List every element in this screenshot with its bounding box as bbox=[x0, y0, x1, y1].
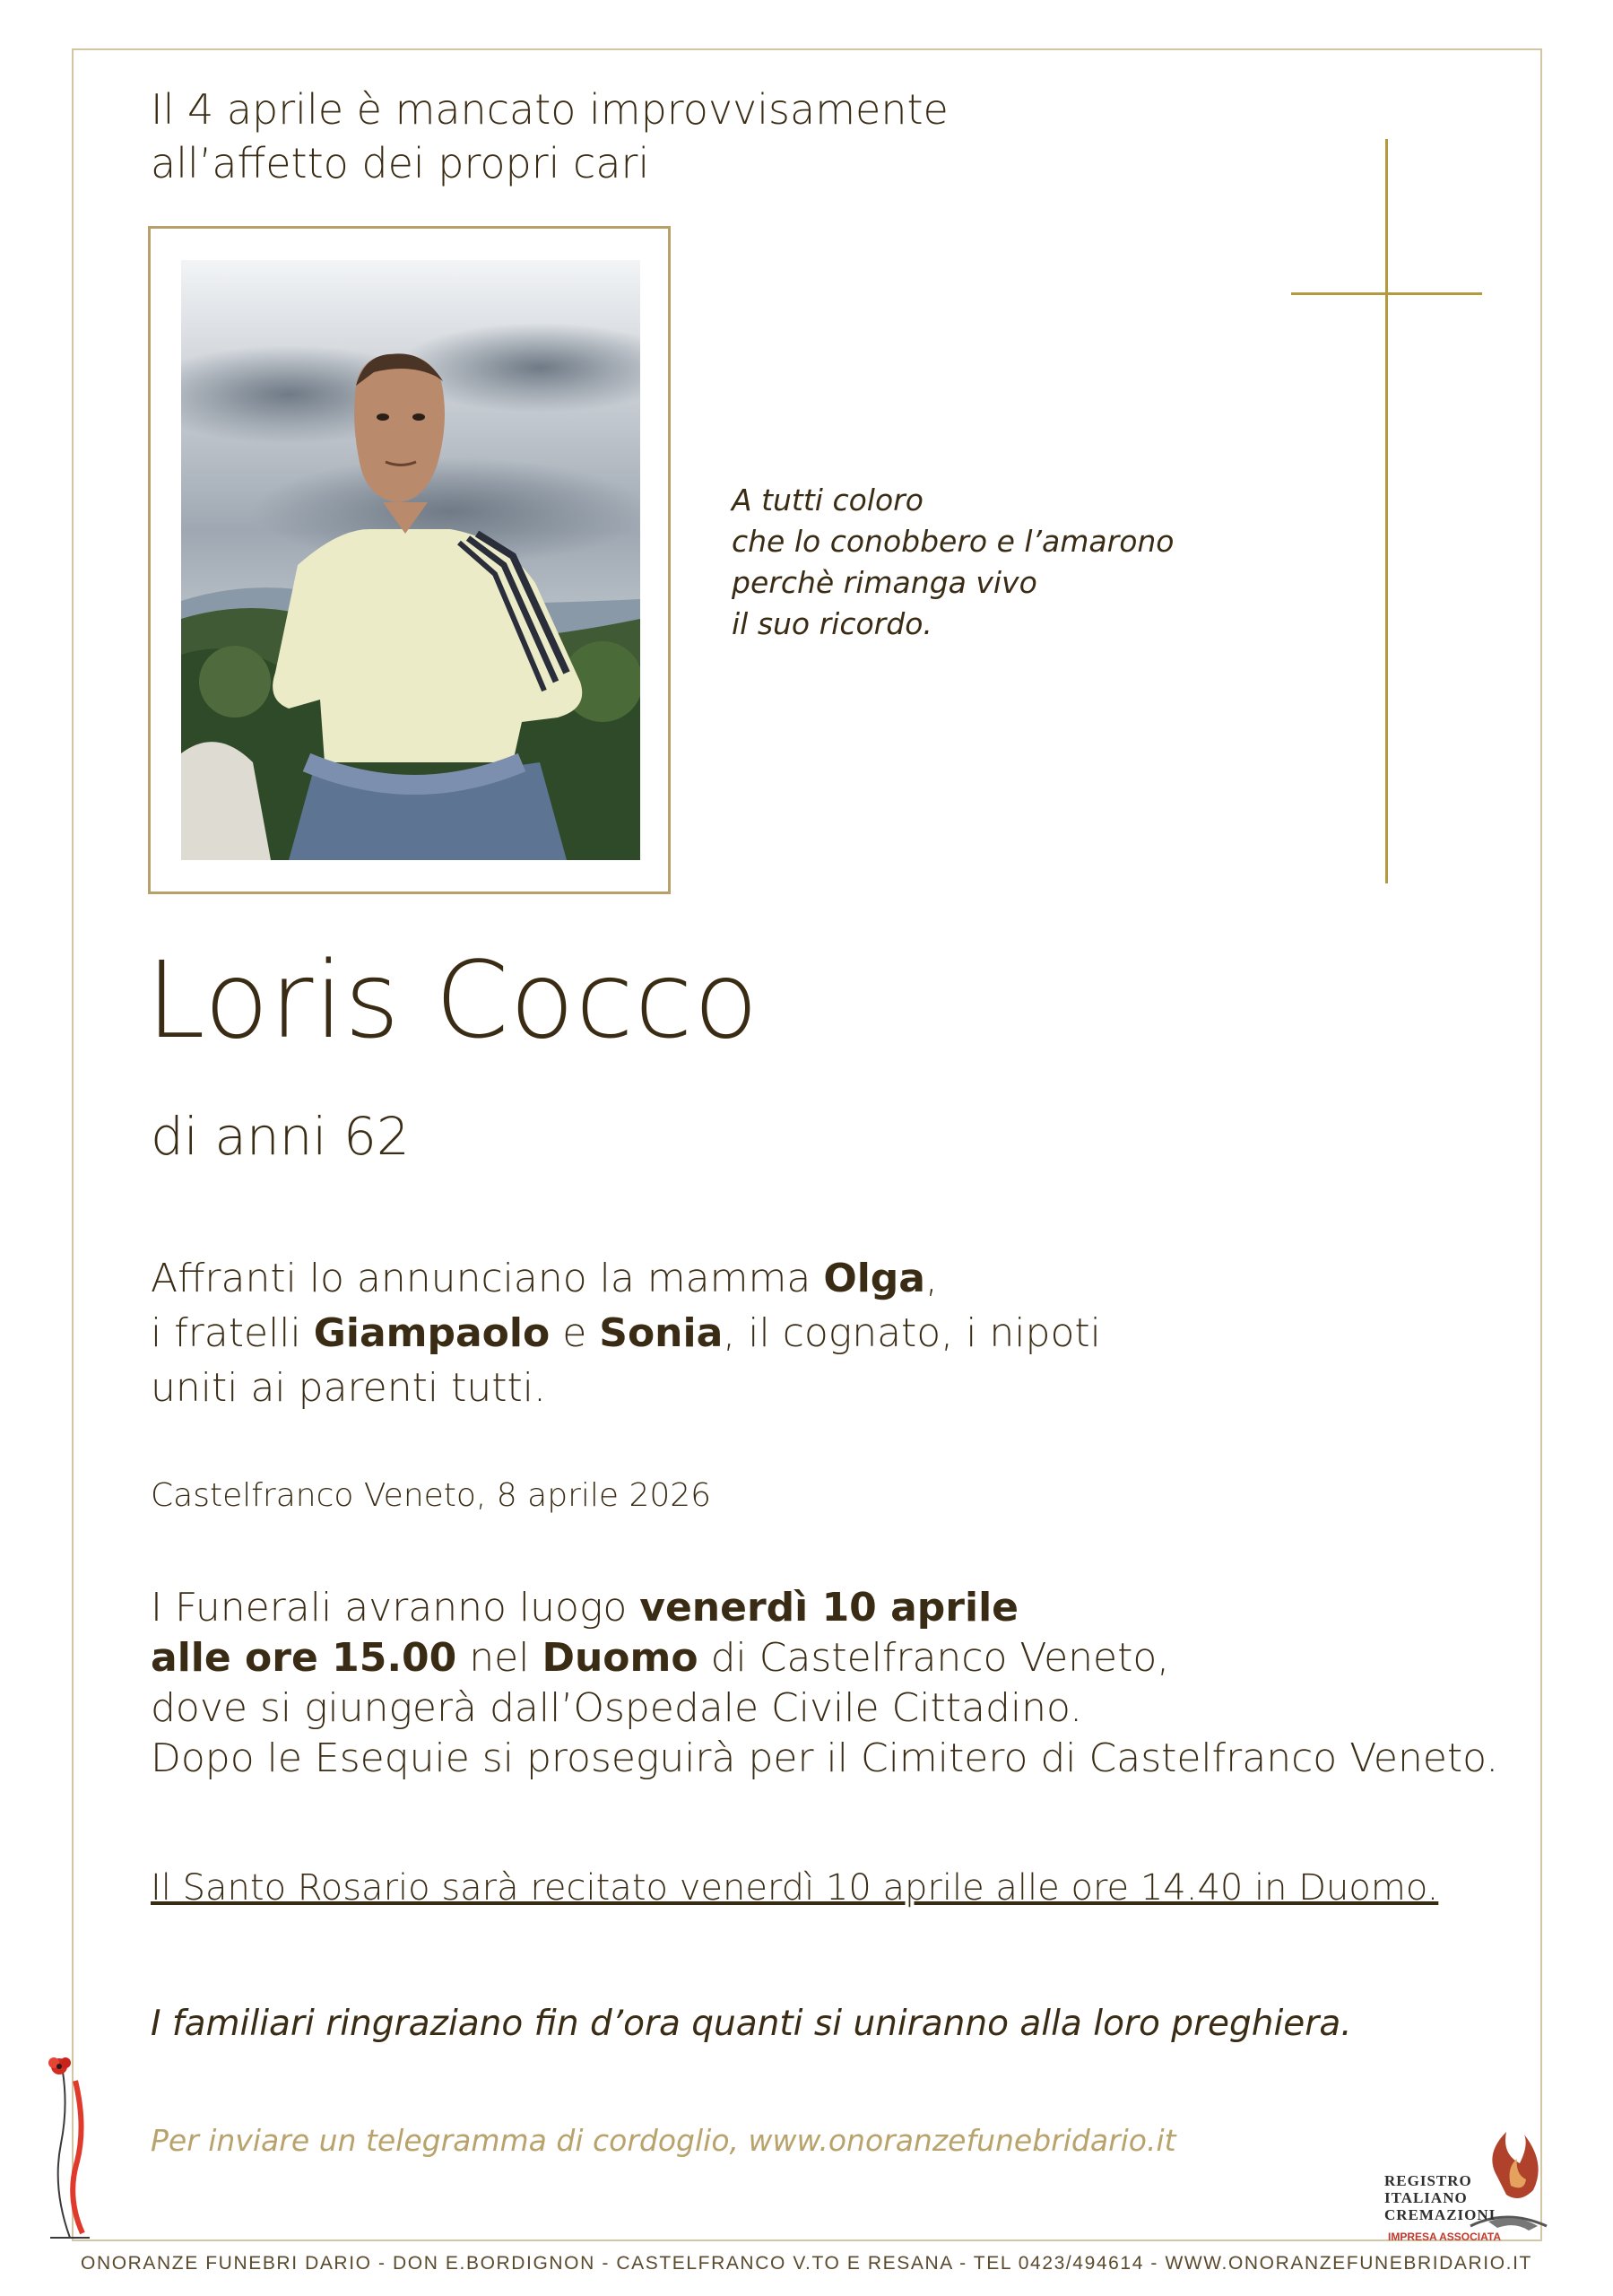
dedication-line: perchè rimanga vivo bbox=[732, 565, 1037, 600]
funeral-text: I Funerali avranno luogo bbox=[151, 1585, 640, 1631]
intro-text bbox=[151, 83, 949, 190]
registry-logo-text bbox=[1384, 2172, 1496, 2223]
funeral-line-2 bbox=[151, 1633, 1498, 1683]
intro-line-1: Il 4 aprile è mancato improvvisamente bbox=[151, 85, 949, 134]
announcement-line-1 bbox=[151, 1251, 1101, 1306]
dedication-line: che lo conobbero e l’amarono bbox=[732, 524, 1175, 559]
announcement-text: i fratelli bbox=[151, 1310, 314, 1356]
mother-name: Olga bbox=[823, 1256, 925, 1301]
funeral-line-3: dove si giungerà dall’Ospedale Civile Cittadino. bbox=[151, 1685, 1083, 1731]
cross-icon-bar bbox=[1291, 292, 1482, 295]
rosary-notice: Il Santo Rosario sarà recitato venerdì 10 aprile alle ore 14.40 in Duomo. bbox=[151, 1867, 1439, 1909]
cross-icon bbox=[1385, 139, 1388, 883]
place-date: Castelfranco Veneto, 8 aprile 2026 bbox=[151, 1477, 712, 1514]
portrait-frame bbox=[148, 226, 671, 894]
funeral-line-4: Dopo le Esequie si proseguirà per il Cimitero di Castelfranco Veneto. bbox=[151, 1735, 1499, 1781]
telegram-link[interactable]: Per inviare un telegramma di cordoglio, www.onoranzefunebridario.it bbox=[151, 2123, 1176, 2158]
announcement-text: , il cognato, i nipoti bbox=[723, 1310, 1101, 1356]
announcement-line-2 bbox=[151, 1306, 1101, 1361]
announcement bbox=[151, 1251, 1101, 1415]
funeral-date: venerdì 10 aprile bbox=[639, 1585, 1019, 1631]
portrait-photo bbox=[181, 260, 640, 860]
funeral-text: nel bbox=[456, 1635, 542, 1681]
dedication-line: A tutti coloro bbox=[732, 483, 924, 517]
thanks-text: I familiari ringraziano fin d’ora quanti si uniranno alla loro preghiera. bbox=[151, 2004, 1352, 2044]
brother-name: Giampaolo bbox=[313, 1310, 551, 1356]
intro-line-2: all’affetto dei propri cari bbox=[151, 139, 650, 187]
registry-tagline: IMPRESA ASSOCIATA bbox=[1388, 2231, 1502, 2243]
funeral-line-1 bbox=[151, 1583, 1498, 1633]
registry-logo-line: ITALIANO bbox=[1384, 2189, 1468, 2206]
announcement-line-3: uniti ai parenti tutti. bbox=[151, 1365, 546, 1411]
footer-contact: ONORANZE FUNEBRI DARIO - DON E.BORDIGNON - CASTELFRANCO V.TO E RESANA - TEL 0423/494614 - WWW.ONORANZEFUNEBRIDARIO.IT bbox=[81, 2253, 1532, 2274]
funeral-church: Duomo bbox=[542, 1635, 698, 1681]
funeral-time: alle ore 15.00 bbox=[151, 1635, 457, 1681]
funeral-text: di Castelfranco Veneto, bbox=[698, 1635, 1170, 1681]
announcement-text: , bbox=[925, 1256, 938, 1301]
announcement-text: Affranti lo annunciano la mamma bbox=[151, 1256, 824, 1301]
deceased-age: di anni 62 bbox=[151, 1106, 410, 1167]
dedication-line: il suo ricordo. bbox=[732, 606, 932, 641]
announcement-text: e bbox=[550, 1310, 600, 1356]
registry-logo-line: CREMAZIONI bbox=[1384, 2206, 1496, 2223]
deceased-name: Loris Cocco bbox=[146, 938, 759, 1062]
funeral-info bbox=[151, 1583, 1498, 1784]
dedication-text bbox=[732, 480, 1175, 645]
sister-name: Sonia bbox=[599, 1310, 724, 1356]
registry-logo-line: REGISTRO bbox=[1384, 2172, 1472, 2189]
poppy-flower-icon bbox=[43, 2054, 95, 2242]
